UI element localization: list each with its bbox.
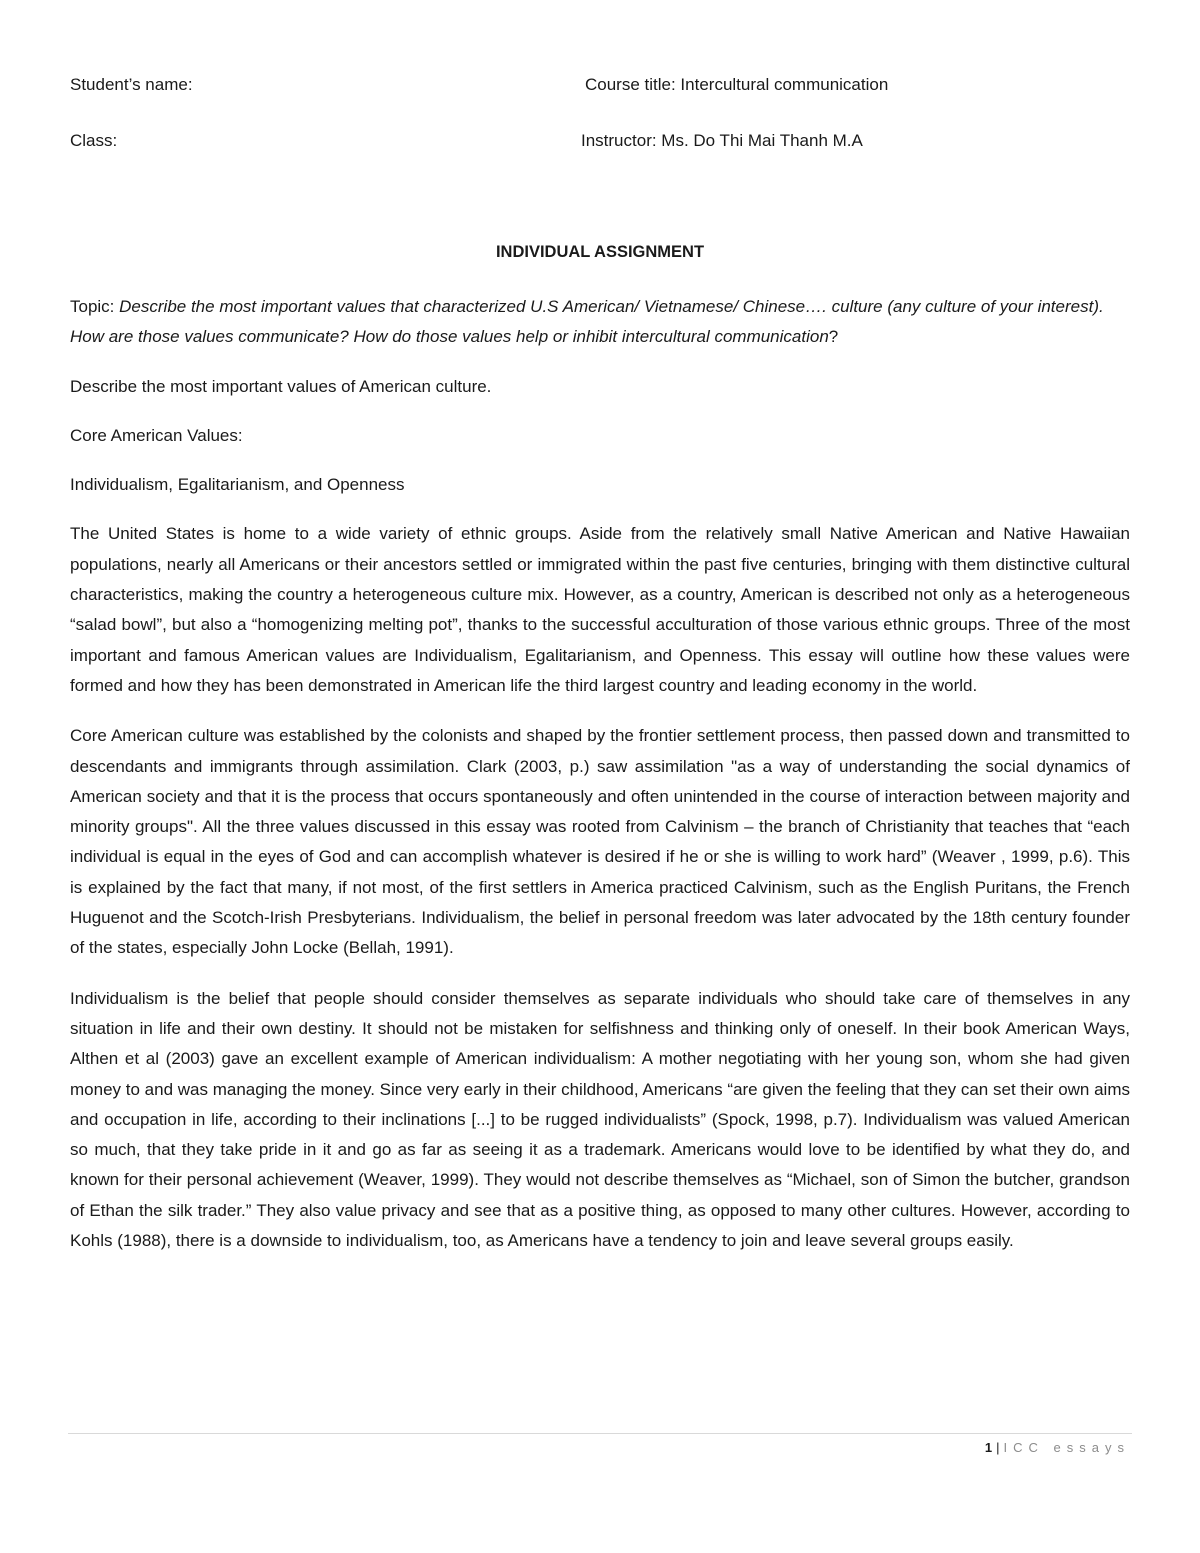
body-paragraph-1: The United States is home to a wide variety of ethnic groups. Aside from the relatively small Native American and Native Hawaiian populations, nearly all Americans or their ancestors settled or immigrated within the past five centuries, bringing with them distinctive cultural characteristics, making the country a heterogeneous culture mix. However, as a country, American is described not only as a heterogeneous “salad bowl”, but also a “homogenizing melting pot”, thanks to the successful acculturation of those various ethnic groups. Three of the most important and famous American values are Individualism, Egalitarianism, and Openness. This essay will outline how these values were formed and how they has been demonstrated in American life the third largest country and leading economy in the world. bbox=[70, 524, 1130, 695]
topic-paragraph bbox=[70, 292, 1130, 353]
student-name-label: Student’s name: bbox=[70, 75, 193, 94]
values-heading: Individualism, Egalitarianism, and Openness bbox=[70, 475, 405, 495]
core-values-heading: Core American Values: bbox=[70, 425, 243, 445]
body-paragraph-3: Individualism is the belief that people should consider themselves as separate individuals who should take care of themselves in any situation in life and their own destiny. It should not be mistaken for selfishness and thinking only of oneself. In their book American Ways, Althen et al (2003) gave an excellent example of American individualism: A mother negotiating with her young son, whom she had given money to and was managing the money. Since very early in their childhood, Americans “are given the feeling that they can set their own aims and occupation in life, according to their inclinations [...] to be rugged individualists” (Spock, 1998, p.7). Individualism was valued American so much, that they take pride in it and go as far as seeing it as a trademark. Americans would love to be identified by what they do, and known for their personal achievement (Weaver, 1999). They would not describe themselves as “Michael, son of Simon the butcher, grandson of Ethan the silk trader.” They also value privacy and see that as a positive thing, as opposed to many other cultures. However, according to Kohls (1988), there is a downside to individualism, too, as Americans have a tendency to join and leave several groups easily. bbox=[70, 988, 1130, 1251]
document-title: INDIVIDUAL ASSIGNMENT bbox=[495, 243, 705, 261]
instructor-label: Instructor: Ms. Do Thi Mai Thanh M.A bbox=[581, 131, 863, 150]
page-number: 1 bbox=[984, 1440, 993, 1455]
footer-separator: | bbox=[996, 1440, 1000, 1455]
course-title-label: Course title: Intercultural communication bbox=[585, 75, 889, 94]
footer-label: ICC essays bbox=[1003, 1440, 1130, 1455]
footer-divider bbox=[68, 1433, 1132, 1434]
header-row-1 bbox=[70, 74, 889, 96]
page-footer bbox=[985, 1440, 1130, 1456]
topic-text: Describe the most important values that characterized U.S American/ Vietnamese/ Chinese…. culture (any culture of your interest). How are those values communicate? How do those values help or inhibit intercultural communication bbox=[70, 297, 1104, 347]
body-paragraph-2: Core American culture was established by the colonists and shaped by the frontier settlement process, then passed down and transmitted to descendants and immigrants through assimilation. Clark (2003, p.) saw assimilation "as a way of understanding the social dynamics of American society and that it is the process that occurs spontaneously and often unintended in the course of interaction between majority and minority groups". All the three values discussed in this essay was rooted from Calvinism – the branch of Christianity that teaches that “each individual is equal in the eyes of God and can accomplish whatever is desired if he or she is willing to work hard” (Weaver , 1999, p.6). This is explained by the fact that many, if not most, of the first settlers in America practiced Calvinism, such as the English Puritans, the French Huguenot and the Scotch-Irish Presbyterians. Individualism, the belief in personal freedom was later advocated by the 18th century founder of the states, especially John Locke (Bellah, 1991). bbox=[70, 726, 1130, 958]
header-row-2 bbox=[70, 130, 863, 152]
topic-label: Topic: bbox=[70, 297, 115, 316]
topic-end: ? bbox=[828, 327, 839, 347]
class-label: Class: bbox=[70, 131, 118, 150]
describe-heading: Describe the most important values of American culture. bbox=[70, 376, 492, 396]
document-body bbox=[70, 292, 1130, 1256]
